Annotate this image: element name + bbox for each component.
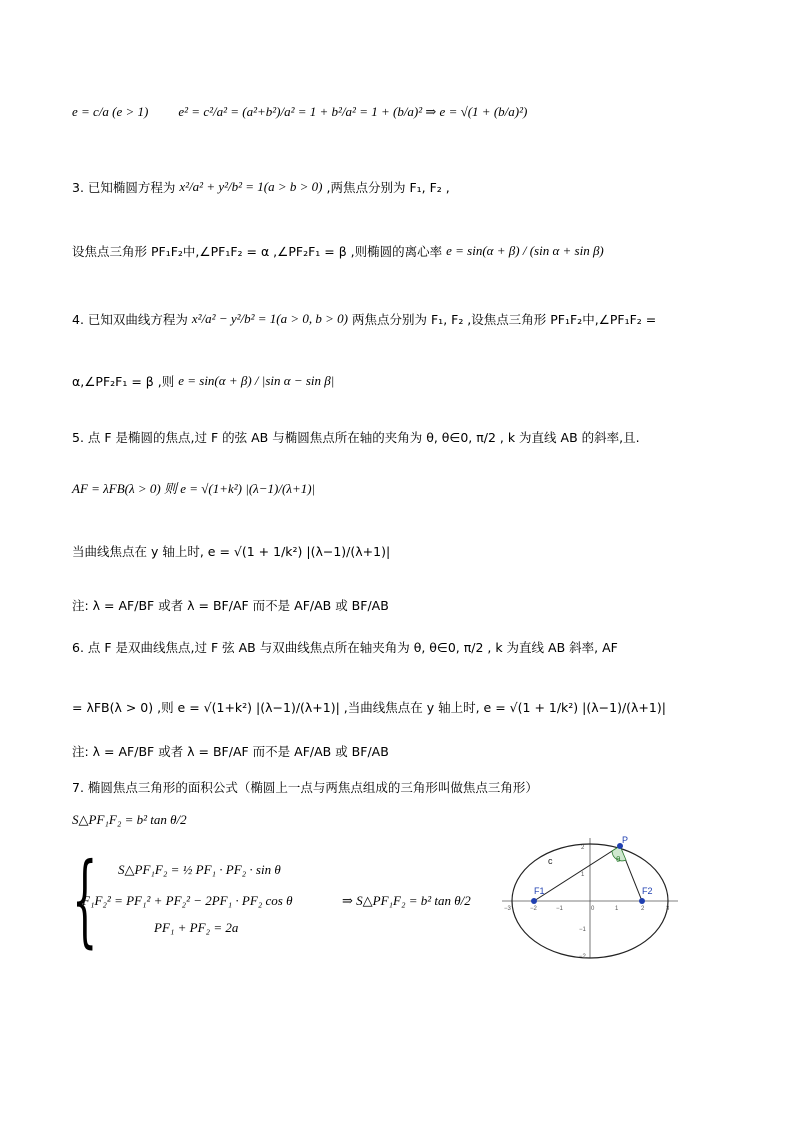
x-tick-label: 0 — [591, 906, 595, 912]
s4-angle-text: α,∠PF₂F₁ = β ,则 — [72, 374, 175, 389]
system-line-2: F₁F₂² = PF₁² + PF₂² − 2PF₁ · PF₂ cos θ — [82, 893, 293, 908]
e-squared-derivation: e² = c²/a² = (a²+b²)/a² = 1 + b²/a² = 1 + (b/a)² ⇒ e = √(1 + (b/a)²) — [178, 104, 528, 119]
section-7-area-formula: S△PF₁F₂ = b² tan θ/2 — [72, 812, 187, 827]
ellipse-focal-triangle-figure — [496, 834, 684, 962]
y-tick-label: −2 — [579, 954, 586, 960]
section-7-title: 7. 椭圆焦点三角形的面积公式（椭圆上一点与两焦点组成的三角形叫做焦点三角形） — [72, 780, 538, 795]
section-5-line-2: AF = λFB(λ > 0) 则 e = √(1+k²) |(λ−1)/(λ+1)| — [72, 481, 316, 496]
section-4-line-1 — [72, 310, 656, 328]
section-4-line-2 — [72, 372, 334, 390]
label-f1: F1 — [534, 886, 545, 896]
x-tick-label: −3 — [504, 906, 511, 912]
section-6-line-1: 6. 点 F 是双曲线焦点,过 F 弦 AB 与双曲线焦点所在轴夹角为 θ, θ∈0, π/2 , k 为直线 AB 斜率, AF — [72, 640, 618, 655]
x-tick-label: −2 — [530, 906, 537, 912]
label-f2: F2 — [642, 886, 653, 896]
s3-eccentricity-formula: e = sin(α + β) / (sin α + sin β) — [446, 243, 604, 258]
s4-hyperbola-equation: x²/a² − y²/b² = 1(a > 0, b > 0) — [191, 311, 349, 326]
s4-foci-text: 两焦点分别为 F₁, F₂ ,设焦点三角形 PF₁F₂中,∠PF₁F₂ = — [352, 312, 657, 327]
s3-triangle-text: 设焦点三角形 PF₁F₂中,∠PF₁F₂ = α ,∠PF₂F₁ = β ,则椭圆的离心率 — [72, 244, 443, 259]
section-5-line-3: 当曲线焦点在 y 轴上时, e = √(1 + 1/k²) |(λ−1)/(λ+1)| — [72, 544, 391, 559]
system-conclusion: ⇒ S△PF₁F₂ = b² tan θ/2 — [342, 893, 471, 908]
label-p: P — [622, 835, 629, 845]
system-line-1: S△PF₁F₂ = ½ PF₁ · PF₂ · sin θ — [118, 862, 281, 877]
section-5-line-1: 5. 点 F 是椭圆的焦点,过 F 的弦 AB 与椭圆焦点所在轴的夹角为 θ, θ∈0, π/2 , k 为直线 AB 的斜率,且. — [72, 430, 640, 445]
label-theta: θ — [616, 855, 621, 864]
section-5-note: 注: λ = AF/BF 或者 λ = BF/AF 而不是 AF/AB 或 BF/AB — [72, 598, 389, 613]
y-tick-label: −1 — [579, 927, 586, 933]
x-tick-label: 3 — [666, 906, 670, 912]
section-6-note: 注: λ = AF/BF 或者 λ = BF/AF 而不是 AF/AB 或 BF/AB — [72, 744, 389, 759]
e-def: e = c/a (e > 1) — [72, 104, 149, 119]
x-tick-label: 1 — [615, 906, 619, 912]
system-line-3: PF₁ + PF₂ = 2a — [154, 920, 239, 935]
s3-intro: 3. 已知椭圆方程为 — [72, 180, 176, 195]
eccentricity-hyperbola-formula — [72, 104, 527, 120]
x-tick-label: −1 — [556, 906, 563, 912]
y-tick-label: 2 — [581, 845, 585, 851]
section-6-line-2: = λFB(λ > 0) ,则 e = √(1+k²) |(λ−1)/(λ+1)| ,当曲线焦点在 y 轴上时, e = √(1 + 1/k²) |(λ−1)/(λ+1)| — [72, 700, 666, 715]
s3-ellipse-equation: x²/a² + y²/b² = 1(a > b > 0) — [179, 179, 323, 194]
s3-foci: ,两焦点分别为 F₁, F₂ , — [326, 180, 450, 195]
s4-eccentricity-formula: e = sin(α + β) / |sin α − sin β| — [178, 373, 335, 388]
y-tick-label: 1 — [581, 872, 585, 878]
focal-triangle — [534, 846, 642, 901]
section-3-line-2 — [72, 242, 604, 260]
label-c: c — [548, 856, 553, 866]
x-tick-label: 2 — [641, 906, 645, 912]
focus-f2-point — [639, 898, 645, 904]
section-3-line-1 — [72, 178, 450, 196]
system-brace: { — [72, 841, 98, 958]
s4-intro: 4. 已知双曲线方程为 — [72, 312, 188, 327]
focus-f1-point — [531, 898, 537, 904]
